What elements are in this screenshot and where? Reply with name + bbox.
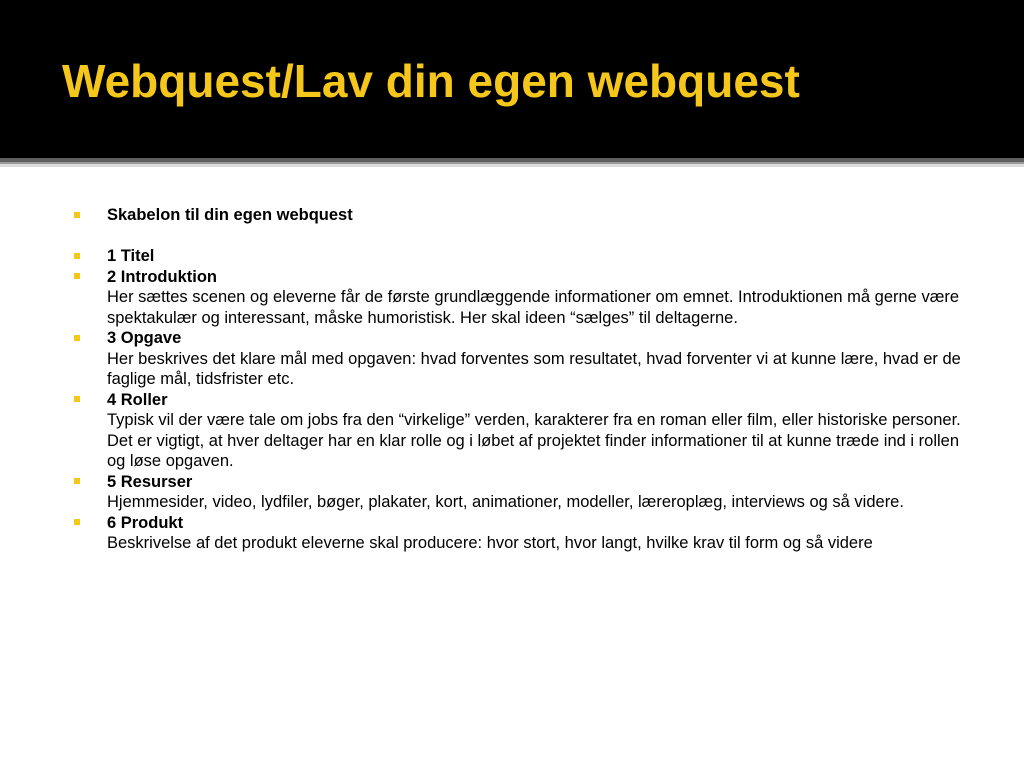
list-item-introduktion: [74, 267, 974, 329]
square-bullet-icon: [74, 519, 80, 525]
list-item-produkt: [74, 513, 974, 554]
list-item-text: Typisk vil der være tale om jobs fra den “virkelige” verden, karakterer fra en roman eller film, eller historiske personer. Det er vigtigt, at hver deltager har en klar rolle og i løbet af projektet finder informationer til at kunne træde ind i rollen og løse opgaven.: [107, 411, 961, 470]
list-item-heading: 3 Opgave: [107, 329, 182, 347]
title-divider-shadow: [0, 164, 1024, 167]
list-item-resurser: [74, 472, 974, 513]
square-bullet-icon: [74, 273, 80, 279]
square-bullet-icon: [74, 253, 80, 259]
list-item-heading: 2 Introduktion: [107, 267, 217, 286]
slide-title: Webquest/Lav din egen webquest: [62, 55, 800, 107]
bullet-list: [74, 205, 974, 554]
square-bullet-icon: [74, 478, 80, 484]
square-bullet-icon: [74, 335, 80, 341]
list-item-text: Hjemmesider, video, lydfiler, bøger, plakater, kort, animationer, modeller, læreroplæg, interviews og så videre.: [107, 493, 904, 511]
list-item-heading: 1 Titel: [107, 247, 155, 265]
list-item-titel: [74, 246, 974, 267]
list-item-text: Her beskrives det klare mål med opgaven: hvad forventes som resultatet, hvad forventer vi at kunne lære, hvad er de faglige mål, tidsfrister etc.: [107, 349, 961, 388]
square-bullet-icon: [74, 212, 80, 218]
list-item-heading: 6 Produkt: [107, 513, 184, 532]
list-item-heading: Skabelon til din egen webquest: [107, 206, 353, 224]
list-item-template-heading: [74, 205, 974, 226]
list-item-text: Her sættes scenen og eleverne får de første grundlæggende informationer om emnet. Introduktionen må gerne være spektakulær og interessant, måske humoristisk. Her skal ideen “sælges” til deltagerne.: [107, 288, 960, 327]
list-item-roller: [74, 390, 974, 472]
title-bar: [0, 0, 1024, 158]
square-bullet-icon: [74, 396, 80, 402]
list-item-opgave: [74, 328, 974, 390]
list-item-heading: 4 Roller: [107, 390, 168, 409]
list-item-heading: 5 Resurser: [107, 472, 193, 491]
list-item-text: Beskrivelse af det produkt eleverne skal producere: hvor stort, hvor langt, hvilke krav til form og så videre: [107, 534, 873, 552]
